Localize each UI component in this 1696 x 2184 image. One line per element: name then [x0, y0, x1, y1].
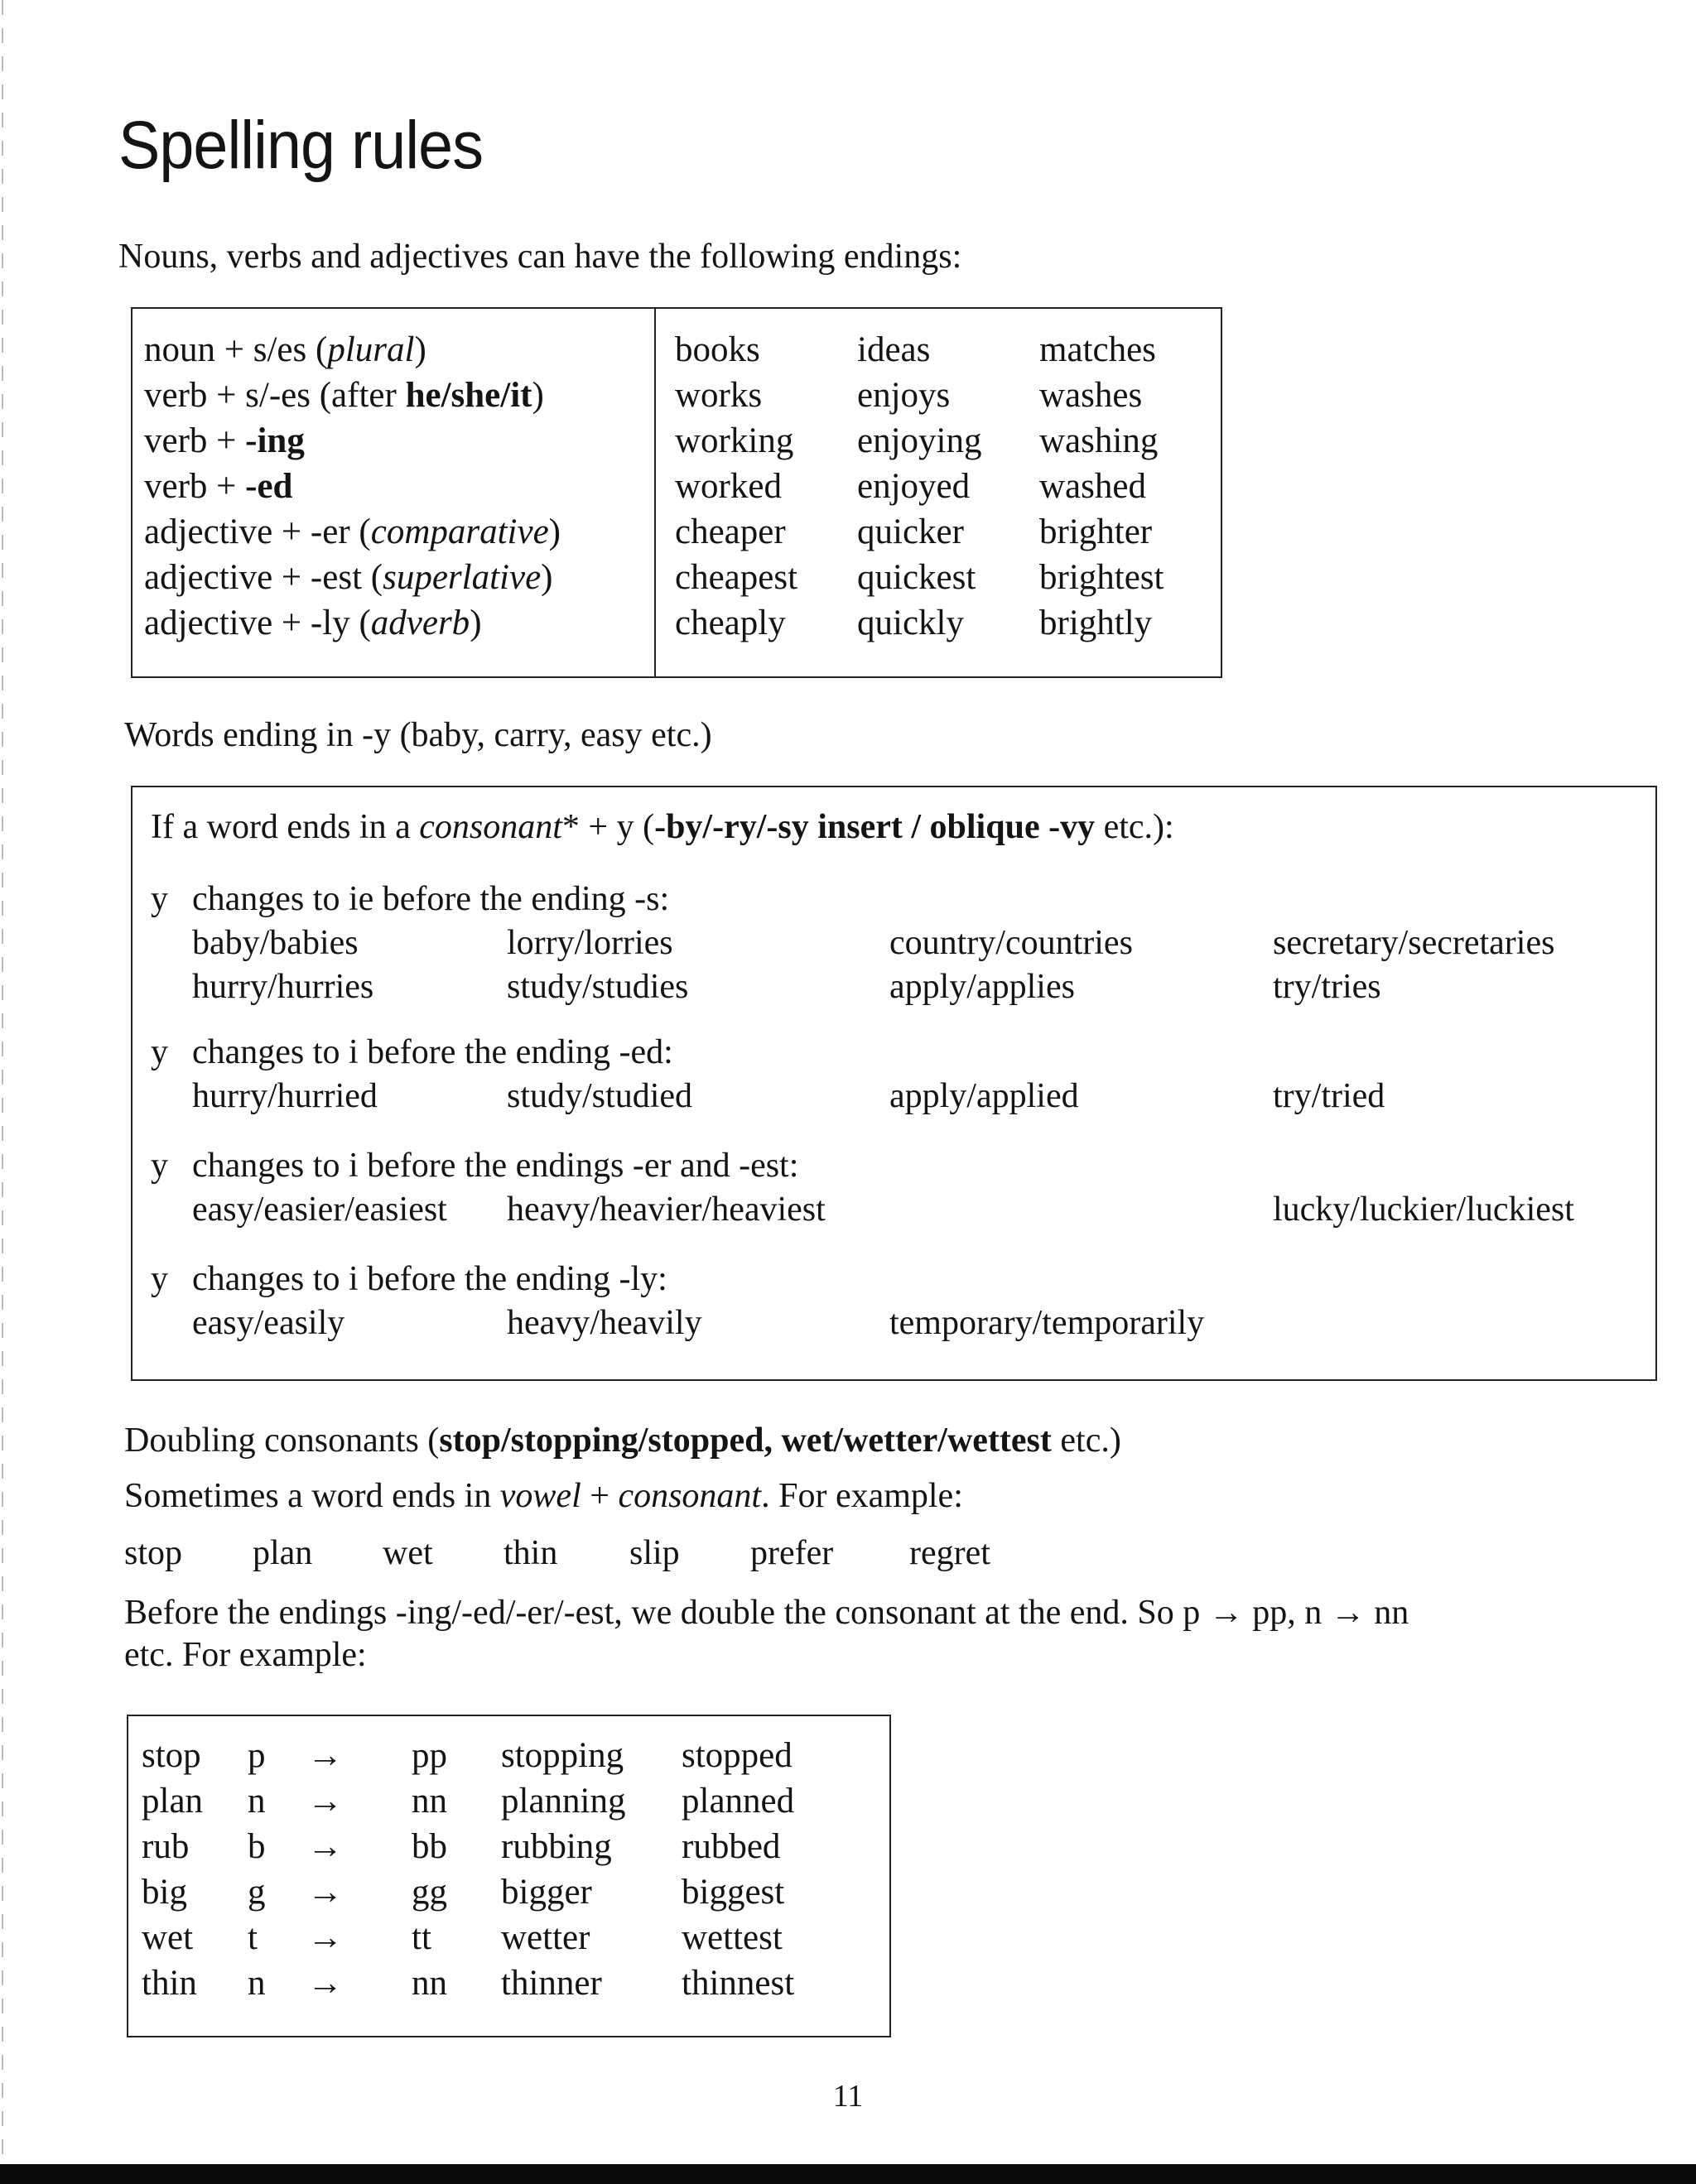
- y-rule-example: country/countries: [889, 924, 1133, 962]
- doubling-table-cell: planned: [682, 1782, 795, 1821]
- doubling-table-row: [142, 1869, 870, 1915]
- doubling-word: thin: [504, 1534, 558, 1572]
- ending-rule-part: verb + s/-es (after: [144, 376, 406, 415]
- doubling-table-cell: thinnest: [682, 1964, 795, 2003]
- y-rule-example: apply/applied: [889, 1077, 1079, 1115]
- doubling-table-cell: wettest: [682, 1918, 783, 1957]
- y-rule-letter: y: [151, 880, 168, 918]
- intro-text: Nouns, verbs and adjectives can have the following endings:: [118, 238, 962, 276]
- arrow-icon: →: [307, 1964, 343, 2003]
- ending-example-word: quickest: [857, 558, 976, 597]
- doubling-heading-part: Doubling consonants (: [124, 1422, 440, 1460]
- doubling-intro: [124, 1474, 963, 1518]
- doubling-table-cell: wet: [142, 1918, 194, 1957]
- ending-example-word: brightest: [1039, 558, 1164, 597]
- ending-rule-part: -ing: [245, 421, 305, 460]
- doubling-table-cell: n: [248, 1964, 266, 2003]
- endings-table-divider: [654, 309, 656, 678]
- doubling-table-row: [142, 1960, 870, 2006]
- ending-rule-part: he/she/it: [405, 376, 532, 415]
- arrow-icon: →: [307, 1918, 343, 1957]
- doubling-table-cell: pp: [412, 1736, 447, 1775]
- ending-example-word: ideas: [857, 330, 931, 369]
- y-rules-intro-part: etc.):: [1095, 808, 1174, 846]
- ending-rule-part: adjective + -er (: [144, 512, 371, 551]
- ending-example-row: [675, 464, 1205, 509]
- scan-margin-line: [2, 0, 3, 2184]
- ending-example-word: washes: [1039, 376, 1143, 415]
- doubling-intro-part: vowel: [499, 1477, 581, 1515]
- ending-rule-part: verb +: [144, 467, 246, 506]
- doubling-table-cell: stopped: [682, 1736, 793, 1775]
- doubling-table-cell: bb: [412, 1827, 447, 1866]
- y-rule-group: [151, 1144, 1633, 1232]
- y-rule-example: heavy/heavier/heaviest: [507, 1191, 826, 1229]
- y-rule-heading: changes to i before the ending -ed:: [192, 1033, 673, 1071]
- doubling-word: stop: [124, 1534, 183, 1572]
- endings-examples-column: [675, 327, 1205, 646]
- ending-example-word: worked: [675, 467, 782, 506]
- doubling-intro-part: consonant: [618, 1477, 762, 1515]
- endings-table: [131, 307, 1222, 678]
- doubling-word: regret: [909, 1534, 990, 1572]
- ending-example-row: [675, 555, 1205, 600]
- doubling-table-cell: g: [248, 1873, 266, 1912]
- y-rule-group: [151, 1031, 1633, 1118]
- doubling-table-cell: thinner: [501, 1964, 602, 2003]
- ending-example-word: washing: [1039, 421, 1159, 460]
- ending-example-word: matches: [1039, 330, 1156, 369]
- ending-rule-part: ): [541, 558, 553, 597]
- doubling-table-cell: stopping: [501, 1736, 624, 1775]
- y-rules-intro-part: If a word ends in a: [151, 808, 420, 846]
- doubling-table-cell: wetter: [501, 1918, 590, 1957]
- doubling-rule-text: Before the endings -ing/-ed/-er/-est, we double the consonant at the end. So p → pp, n → nn: [124, 1594, 1409, 1632]
- y-rule-example: hurry/hurried: [192, 1077, 378, 1115]
- y-rule-example: easy/easily: [192, 1304, 345, 1342]
- ending-rule: [144, 464, 561, 509]
- ending-rule-part: verb +: [144, 421, 246, 460]
- y-rule-heading: changes to i before the ending -ly:: [192, 1260, 667, 1298]
- y-rule-example: apply/applies: [889, 968, 1075, 1006]
- y-rules-intro: [151, 806, 1174, 849]
- ending-example-word: cheaper: [675, 512, 786, 551]
- ending-rule-part: superlative: [383, 558, 542, 597]
- ending-rule-part: adjective + -ly (: [144, 604, 371, 642]
- doubling-heading: [124, 1419, 1121, 1462]
- doubling-heading-part: stop/stopping/stopped, wet/wetter/wettest: [439, 1422, 1052, 1460]
- y-rule-group: [151, 878, 1633, 1009]
- ending-example-row: [675, 418, 1205, 464]
- y-rule-heading: changes to ie before the ending -s:: [192, 880, 670, 918]
- doubling-table-cell: b: [248, 1827, 266, 1866]
- y-rule-example: lucky/luckier/luckiest: [1273, 1191, 1574, 1229]
- y-rule-letter: y: [151, 1147, 168, 1185]
- doubling-word-list: [124, 1528, 1118, 1578]
- doubling-table-cell: stop: [142, 1736, 201, 1775]
- doubling-table-cell: gg: [412, 1873, 447, 1912]
- page-title: Spelling rules: [118, 108, 484, 183]
- y-rules-intro-part: * + y (: [561, 808, 655, 846]
- arrow-icon: →: [307, 1782, 343, 1821]
- y-rule-group: [151, 1258, 1633, 1345]
- y-rule-example: try/tries: [1273, 968, 1381, 1006]
- doubling-table-cell: thin: [142, 1964, 197, 2003]
- ending-example-row: [675, 509, 1205, 555]
- doubling-table-cell: p: [248, 1736, 266, 1775]
- ending-example-word: enjoying: [857, 421, 982, 460]
- doubling-rule-text-cont: etc. For example:: [124, 1636, 367, 1674]
- ending-example-word: brighter: [1039, 512, 1153, 551]
- y-rule-example: lorry/lorries: [507, 924, 673, 962]
- ending-example-word: quicker: [857, 512, 964, 551]
- doubling-table-cell: nn: [412, 1964, 447, 2003]
- ending-example-word: washed: [1039, 467, 1146, 506]
- doubling-word: plan: [253, 1534, 313, 1572]
- ending-example-word: quickly: [857, 604, 964, 642]
- doubling-table-row: [142, 1778, 870, 1824]
- ending-example-word: brightly: [1039, 604, 1153, 642]
- doubling-table: [127, 1715, 891, 2037]
- y-rule-example: baby/babies: [192, 924, 359, 962]
- doubling-table-cell: t: [248, 1918, 258, 1957]
- y-rule-heading: changes to i before the endings -er and -est:: [192, 1147, 799, 1185]
- y-rule-example: study/studied: [507, 1077, 693, 1115]
- y-rules-box: [131, 786, 1657, 1381]
- ending-example-word: enjoyed: [857, 467, 971, 506]
- doubling-heading-part: etc.): [1051, 1422, 1121, 1460]
- ending-rule: [144, 509, 561, 555]
- y-rule-example: hurry/hurries: [192, 968, 374, 1006]
- ending-example-row: [675, 600, 1205, 646]
- y-rule-example: easy/easier/easiest: [192, 1191, 447, 1229]
- doubling-word: wet: [383, 1534, 433, 1572]
- ending-rule-part: -ed: [245, 467, 293, 506]
- ending-example-word: cheaply: [675, 604, 786, 642]
- ending-example-word: enjoys: [857, 376, 951, 415]
- y-rules-intro-part: -by/-ry/-sy insert / oblique -vy: [654, 808, 1096, 846]
- y-rule-example: study/studies: [507, 968, 689, 1006]
- ending-example-word: cheapest: [675, 558, 798, 597]
- doubling-intro-part: Sometimes a word ends in: [124, 1477, 500, 1515]
- ending-rule-part: ): [414, 330, 426, 369]
- ending-rule: [144, 373, 561, 418]
- doubling-table-row: [142, 1733, 870, 1778]
- doubling-intro-part: . For example:: [761, 1477, 963, 1515]
- ending-rule-part: comparative: [370, 512, 549, 551]
- y-rule-example: try/tried: [1273, 1077, 1385, 1115]
- doubling-table-cell: nn: [412, 1782, 447, 1821]
- y-rule-example: heavy/heavily: [507, 1304, 702, 1342]
- doubling-table-cell: big: [142, 1873, 187, 1912]
- y-rule-example: temporary/temporarily: [889, 1304, 1205, 1342]
- arrow-icon: →: [307, 1873, 343, 1912]
- doubling-word: prefer: [750, 1534, 834, 1572]
- doubling-table-row: [142, 1824, 870, 1869]
- ending-rule: [144, 600, 561, 646]
- doubling-table-cell: bigger: [501, 1873, 592, 1912]
- ending-example-word: working: [675, 421, 794, 460]
- ending-example-row: [675, 327, 1205, 373]
- doubling-table-cell: biggest: [682, 1873, 785, 1912]
- ending-rule-part: adjective + -est (: [144, 558, 383, 597]
- doubling-intro-part: +: [581, 1477, 619, 1515]
- endings-rules-column: [144, 327, 561, 646]
- doubling-table-cell: rubbed: [682, 1827, 781, 1866]
- y-section-heading: Words ending in -y (baby, carry, easy etc.): [124, 716, 712, 754]
- ending-example-row: [675, 373, 1205, 418]
- ending-rule-part: adverb: [370, 604, 470, 642]
- ending-example-word: works: [675, 376, 763, 415]
- y-rule-letter: y: [151, 1260, 168, 1298]
- ending-rule: [144, 327, 561, 373]
- doubling-table-cell: tt: [412, 1918, 431, 1957]
- ending-rule-part: noun + s/es (: [144, 330, 328, 369]
- page-number: 11: [832, 2079, 864, 2114]
- ending-rule-part: ): [532, 376, 544, 415]
- doubling-table-cell: rub: [142, 1827, 190, 1866]
- doubling-table-cell: n: [248, 1782, 266, 1821]
- arrow-icon: →: [307, 1827, 343, 1866]
- arrow-icon: →: [307, 1736, 343, 1775]
- ending-rule-part: plural: [327, 330, 415, 369]
- y-rule-example: secretary/secretaries: [1273, 924, 1555, 962]
- ending-example-word: books: [675, 330, 760, 369]
- ending-rule: [144, 555, 561, 600]
- doubling-table-cell: plan: [142, 1782, 204, 1821]
- doubling-word: slip: [629, 1534, 680, 1572]
- doubling-table-cell: rubbing: [501, 1827, 612, 1866]
- doubling-table-row: [142, 1915, 870, 1960]
- y-rule-letter: y: [151, 1033, 168, 1071]
- y-rules-intro-part: consonant: [419, 808, 562, 846]
- ending-rule: [144, 418, 561, 464]
- ending-rule-part: ): [548, 512, 561, 551]
- doubling-table-cell: planning: [501, 1782, 626, 1821]
- ending-rule-part: ): [470, 604, 482, 642]
- scan-bottom-edge: [0, 2164, 1696, 2184]
